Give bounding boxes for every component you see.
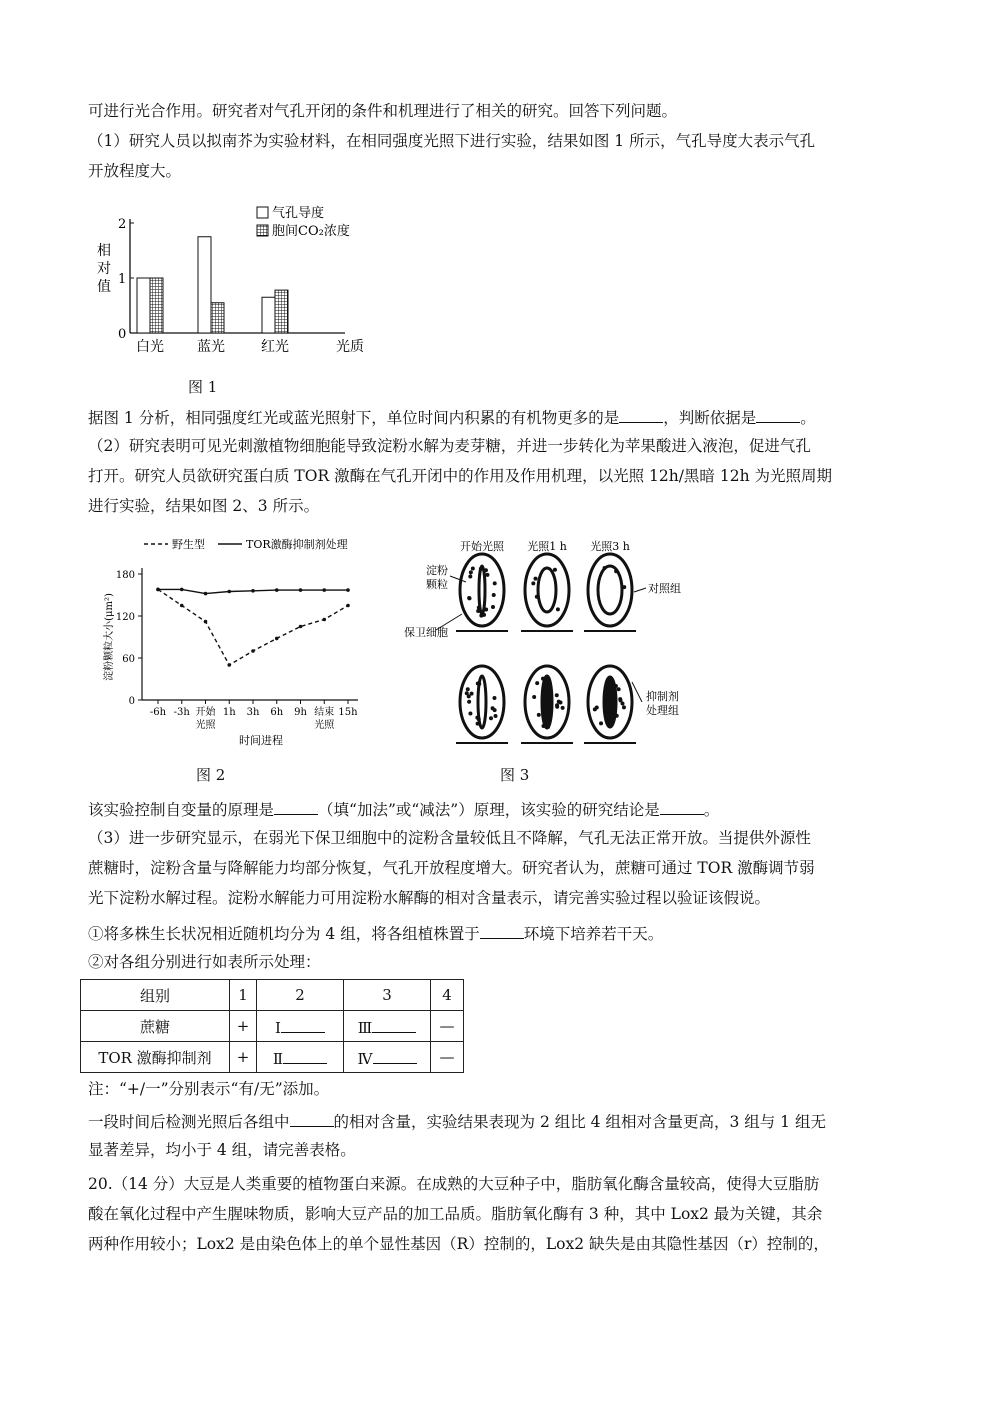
fig3-starch-label-line: 颗粒 [426,578,448,591]
roman-label: Ⅲ [357,1018,373,1037]
data-point [251,649,255,653]
data-point [275,637,279,641]
text-line: （3）进一步研究显示，在弱光下保卫细胞中的淀粉含量较低且不降解，气孔无法正常开放。当提供外源性 [88,829,811,847]
pointer-line [632,682,642,702]
starch-granule [618,698,622,702]
starch-granule [468,712,472,716]
stoma-pore [538,568,556,612]
starch-granule [471,567,475,571]
starch-granule [476,722,480,726]
fig3-col-label: 光照3 h [590,540,630,553]
table-cell: — [431,1042,464,1073]
data-point [227,663,231,667]
table-cell: 蔗糖 [81,1011,230,1042]
starch-granule [484,607,488,611]
starch-granule [465,691,469,695]
figure-3-caption: 图 3 [500,766,530,784]
data-point [180,588,184,592]
answer-blank[interactable] [281,1016,325,1033]
answer-blank[interactable] [283,1047,327,1064]
starch-granule [555,703,559,707]
answer-blank[interactable] [372,1016,416,1033]
x-tick-label: 6h [270,707,284,718]
starch-granule [476,609,480,613]
starch-granule [477,717,481,721]
x-tick-label: 光照 [314,720,335,731]
text-line: 20.（14 分）大豆是人类重要的植物蛋白来源。在成熟的大豆种子中，脂肪氧化酶含量较高，使得大豆脂肪 [88,1175,820,1193]
y-tick-label: 0 [128,696,135,707]
fig3-inhibitor-label [646,689,683,717]
text-line: 蔗糖时，淀粉含量与降解能力均部分恢复，气孔开放程度增大。研究者认为，蔗糖可通过 TOR 激酶调节弱 [88,859,815,877]
y-axis-label-char: 值 [97,279,111,295]
answer-blank[interactable] [660,798,704,815]
x-tick-label: -3h [173,707,190,718]
table-cell [257,1042,344,1073]
answer-blank[interactable] [290,1110,334,1127]
pointer-line [634,588,646,592]
starch-granule [531,581,535,585]
question-text: （填“加法”或“减法”）原理，该实验的研究结论是 [318,801,660,819]
starch-granule [541,724,545,728]
table-header-cell: 4 [431,980,464,1011]
table-row [81,1011,464,1042]
table-header-cell: 1 [230,980,257,1011]
series-line [158,589,348,665]
starch-granule [603,566,607,570]
data-point [251,589,255,593]
roman-label: Ⅰ [275,1018,281,1037]
fig3-col-label: 开始光照 [460,540,504,553]
starch-granule [556,607,560,611]
starch-granule [614,684,618,688]
question-text: ①将多株生长状况相近随机均分为 4 组，将各组植株置于 [88,925,480,943]
data-point [204,620,208,624]
legend-label: 气孔导度 [272,206,325,221]
text-line: 显著差异，均小于 4 组，请完善表格。 [88,1141,356,1159]
data-point [299,588,303,592]
starch-granule [593,707,597,711]
data-point [275,588,279,592]
question-text: 一段时间后检测光照后各组中 [88,1113,290,1131]
y-tick-label: 60 [122,654,135,665]
starch-granule [468,596,472,600]
starch-granule [467,700,471,704]
starch-granule [617,687,621,691]
x-tick-label: 3h [246,707,260,718]
data-point [346,588,350,592]
figure-2-line-chart [96,532,381,754]
answer-blank[interactable] [756,406,800,423]
fig3-col-label: 光照1 h [527,540,567,553]
answer-blank[interactable] [274,798,318,815]
text-line: 进行实验，结果如图 2、3 所示。 [88,497,320,515]
table-header-cell: 2 [257,980,344,1011]
starch-granule [541,677,545,681]
question-line [88,798,719,820]
starch-granule [605,682,609,686]
question-text: 环境下培养若干天。 [523,925,664,943]
starch-granule [599,721,603,725]
starch-granule [468,575,472,579]
starch-granule [485,573,489,577]
data-point [156,588,160,592]
starch-granule [466,687,470,691]
fig3-starch-label [426,563,452,591]
starch-granule [561,706,565,710]
y-tick-label: 1 [118,272,127,287]
bar [150,278,163,333]
bar [198,237,211,333]
x-tick-label: 白光 [136,339,164,355]
stoma-pore [598,566,622,614]
starch-granule [622,585,626,589]
table-cell [344,1011,431,1042]
starch-granule [535,595,539,599]
starch-granule [476,681,480,685]
x-axis-label: 光质 [336,339,364,355]
starch-granule [615,714,619,718]
figure-3-guard-cells [402,532,702,754]
data-point [322,618,326,622]
starch-granule [533,577,537,581]
text-line: ②对各组分别进行如表所示处理： [88,953,321,971]
question-text: 的相对含量，实验结果表现为 2 组比 4 组相对含量更高，3 组与 1 组无 [333,1113,826,1131]
answer-blank[interactable] [619,406,663,423]
text-line: 两种作用较小；Lox2 是由染色体上的单个显性基因（R）控制的，Lox2 缺失是由其隐性基因（r）控制的， [88,1235,829,1253]
y-tick-label: 180 [115,570,135,581]
table-note: 注：“+/一”分别表示“有/无”添加。 [88,1080,330,1098]
fig3-starch-label-line: 淀粉 [426,564,448,577]
starch-granule [469,570,473,574]
fig3-inhibitor-label-line: 抑制剂 [646,690,679,703]
legend-swatch [257,225,268,236]
stoma-pore [542,676,552,728]
starch-granule [470,692,474,696]
y-axis-label-char: 对 [97,261,111,277]
starch-granule [493,708,497,712]
question-text: ，判断依据是 [663,409,757,427]
x-tick-label: 1h [222,707,236,718]
question-text: 。 [800,409,816,427]
figure-1-bar-chart [92,205,382,365]
x-tick-label: 蓝光 [197,339,225,355]
question-text: 。 [703,801,720,819]
table-header-cell: 组别 [81,980,230,1011]
y-tick-label: 0 [118,327,127,342]
question-text: 该实验控制自变量的原理是 [88,801,275,819]
text-line: 光下淀粉水解过程。淀粉水解能力可用淀粉水解酶的相对含量表示，请完善实验过程以验证该假说。 [88,889,771,907]
x-tick-label: -6h [149,707,167,718]
data-point [227,590,231,594]
starch-granule [479,567,483,571]
fig3-guard-label: 保卫细胞 [404,626,448,639]
starch-granule [537,713,541,717]
fig3-inhibitor-label-line: 处理组 [646,704,679,717]
y-tick-label: 120 [115,612,135,623]
starch-granule [622,705,626,709]
x-tick-label: 9h [294,707,307,718]
legend-swatch [257,207,268,218]
starch-granule [489,716,493,720]
text-line: （2）研究表明可见光刺激植物细胞能导致淀粉水解为麦芽糖，并进一步转化为苹果酸进入液泡，促进气孔 [88,437,811,455]
y-axis-label-char: 相 [97,243,111,259]
bar [262,297,275,333]
table-row [81,1042,464,1073]
x-tick-label: 结束 [314,707,335,718]
starch-granule [546,725,550,729]
table-cell: + [230,1011,257,1042]
starch-granule [535,681,539,685]
answer-blank[interactable] [373,1047,417,1064]
starch-granule [492,593,496,597]
starch-granule [555,693,559,697]
x-tick-label: 开始 [195,707,216,718]
fig3-control-label: 对照组 [648,582,681,595]
starch-granule [532,695,536,699]
data-point [180,604,184,608]
question-line [88,406,816,428]
table-cell [257,1011,344,1042]
starch-granule [484,568,488,572]
bar [275,290,288,333]
figure-1-caption: 图 1 [188,378,218,396]
roman-label: Ⅳ [357,1049,373,1068]
data-point [322,588,326,592]
starch-granule [479,614,483,618]
treatment-table [80,979,464,1073]
starch-granule [491,605,495,609]
starch-granule [494,714,498,718]
table-header-cell: 3 [344,980,431,1011]
text-line: 开放程度大。 [88,162,182,180]
question-line [88,1110,826,1132]
starch-granule [557,700,561,704]
y-tick-label: 2 [118,217,127,232]
table-cell: TOR 激酶抑制剂 [81,1042,230,1073]
table-cell: — [431,1011,464,1042]
text-line: 可进行光合作用。研究者对气孔开闭的条件和机理进行了相关的研究。回答下列问题。 [88,102,678,120]
table-header-row [81,980,464,1011]
figure-2-caption: 图 2 [196,766,226,784]
legend-label: 野生型 [172,538,205,551]
bar [211,303,224,333]
table-cell [344,1042,431,1073]
data-point [204,592,208,596]
table-cell: + [230,1042,257,1073]
bar [137,278,150,333]
roman-label: Ⅱ [272,1049,284,1068]
x-axis-label: 时间进程 [239,734,283,747]
x-tick-label: 红光 [261,339,289,355]
starch-granule [614,569,618,573]
text-line: 酸在氧化过程中产生腥味物质，影响大豆产品的加工品质。脂肪氧化酶有 3 种，其中 Lox2 最为关键，其余 [88,1205,823,1223]
starch-granule [492,696,496,700]
text-line: 打开。研究人员欲研究蛋白质 TOR 激酶在气孔开闭中的作用及作用机理，以光照 12h/黑暗 12h 为光照周期 [88,467,832,485]
text-line: （1）研究人员以拟南芥为实验材料，在相同强度光照下进行实验，结果如图 1 所示，气孔导度大表示气孔 [88,132,816,150]
data-point [346,604,350,608]
legend-label: TOR激酶抑制剂处理 [246,538,348,551]
legend-label: 胞间CO₂浓度 [272,224,350,239]
y-axis-label: 淀粉颗粒大小(μm²) [104,593,115,681]
starch-granule [477,606,481,610]
data-point [299,625,303,629]
starch-granule [553,568,557,572]
starch-granule [493,581,497,585]
answer-blank[interactable] [480,922,524,939]
x-tick-label: 15h [338,707,358,718]
question-line [88,922,663,944]
x-tick-label: 光照 [195,720,216,731]
question-text: 据图 1 分析，相同强度红光或蓝光照射下，单位时间内积累的有机物更多的是 [88,409,620,427]
